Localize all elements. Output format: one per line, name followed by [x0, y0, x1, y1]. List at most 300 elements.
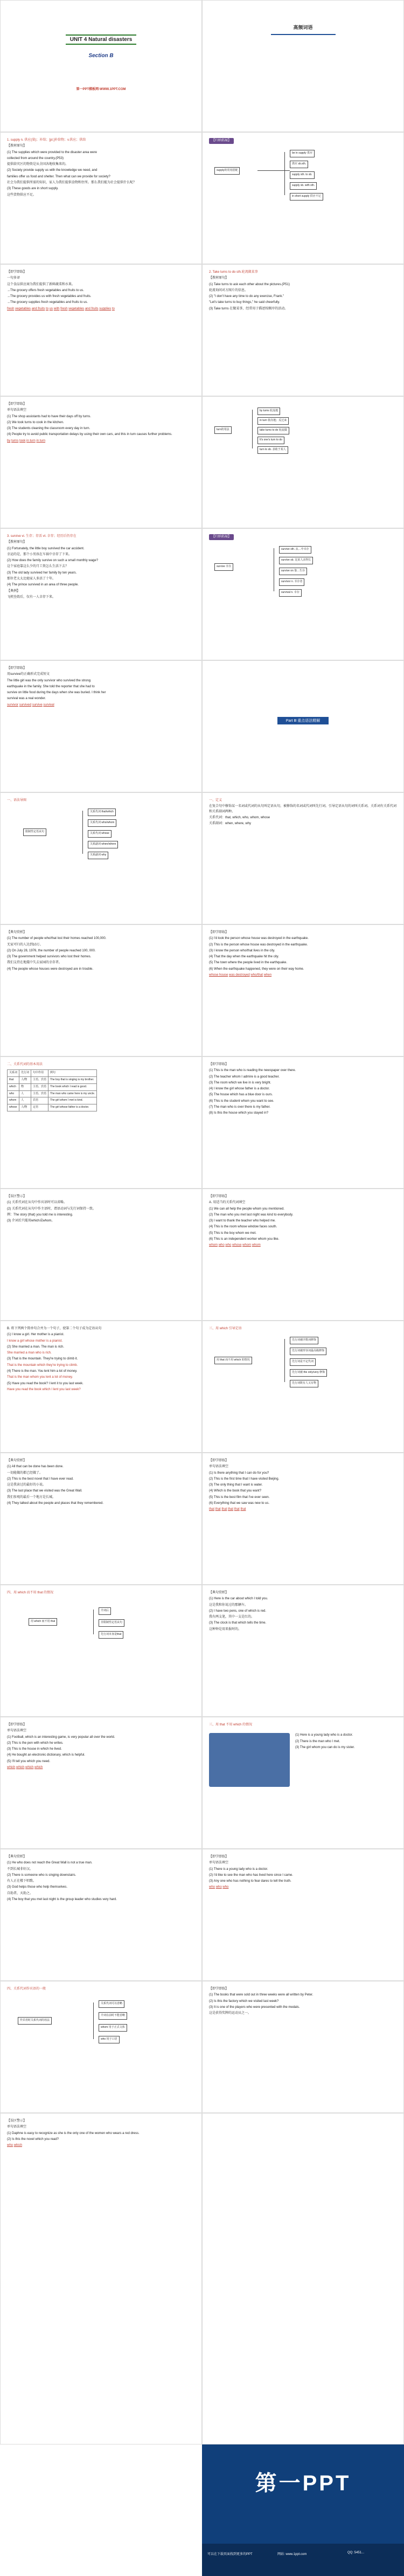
supply-text [1, 133, 201, 204]
answer-line [7, 1765, 195, 1770]
text-line: 在复合句中修饰某一名词或代词的从句叫定语从句，被修饰的名词或代词叫先行词。引导定语从句的词叫关系词。关系词有关系代词和关系副词两种。 [209, 805, 397, 813]
slide-practice-survive [0, 660, 202, 792]
section-tag: 【归纳拓展】 [209, 138, 234, 144]
slide-supply [0, 132, 202, 264]
text-line: (4) There is the man. You lent him a lot of money. [7, 1370, 78, 1373]
text-line: 【误区警示】 [7, 2119, 27, 2123]
slide-that-examples [0, 1453, 202, 1585]
text-line: 1. supply n. 供应(量)；补给；[pl.]补给物；v.供应；供给 [7, 139, 86, 142]
answer-blank: whom [209, 1244, 218, 1247]
text-line: (8) Is this the house which you stayed in? [209, 1111, 269, 1115]
answer-blank: which [34, 1766, 43, 1770]
text-line: 这是我和你说过的那辆车。 [209, 1603, 248, 1607]
table-cell: 物 [19, 1083, 31, 1090]
answer-line [7, 703, 195, 708]
connector-line [93, 2002, 94, 2039]
text-line: (3) The government helped survivors who lost their homes. [7, 955, 92, 959]
text-line: 有人正在楼下唱歌。 [7, 1880, 37, 1883]
table-cell: The book which I read is good. [48, 1083, 97, 1090]
text-line: (1) Take turns to ask each other about the pictures.(P51) [209, 282, 290, 286]
grammar-diagram [7, 804, 195, 864]
answer-blank: which [13, 2144, 23, 2147]
text-line: (1) Is there anything that I can do for you? [209, 1471, 269, 1475]
text-line: 【典句赏析】 [7, 1459, 27, 1462]
text-line: 【教材原句】 [7, 144, 27, 148]
relative-pronoun-table [7, 1069, 97, 1111]
table-cell: 宾语 [31, 1097, 48, 1104]
footer-text: 第一PPT模板网-WWW.1PPT.COM [76, 88, 126, 91]
text-line: (3) These goods are in short supply. [7, 187, 59, 191]
text-line: 单句语法填空 [209, 1465, 229, 1469]
text-line: 一切能做的都已经做了。 [7, 1471, 43, 1475]
text-line: (1) I'd look the person whose house was destroyed in the earthquake. [209, 937, 309, 941]
slide-survive [0, 528, 202, 660]
diagram-box: turn的用法 [214, 426, 232, 434]
heading-underline [271, 34, 336, 35]
text-line: (5) This is the best film that I've ever seen. [209, 1495, 270, 1499]
table-cell: 关系词 [8, 1070, 19, 1077]
text-line: 轮流询问对方图片的信息。 [209, 288, 248, 292]
text-line: 【即学即练】 [209, 1459, 229, 1462]
slide-final-practice [0, 2113, 202, 2444]
diagram-box: supply的常用搭配 [214, 167, 240, 175]
table-row [8, 1083, 97, 1090]
text-line: 【典句赏析】 [7, 1855, 27, 1859]
table-cell: 主语、宾语 [31, 1090, 48, 1097]
text-line: (4) Which is the book that you want? [209, 1489, 262, 1493]
table-cell: who [8, 1090, 19, 1097]
text-line: 3. survive vi. 生存；存活 vt. 幸存；经历后仍存在 [7, 535, 76, 538]
diagram-box: survivor n. 幸存者 [279, 578, 304, 586]
connector-line [93, 1610, 94, 1634]
answer-blank: that [209, 1508, 215, 1511]
text-line: (2) "I don't have any time to do any exercise, Frank." [209, 295, 284, 299]
slide-practice-3 [202, 1189, 404, 1321]
text-line: Have you read the book which I lent you last week? [7, 1387, 81, 1391]
answer-blank: which [25, 1766, 34, 1770]
text-line: (4) He bought an electronic dictionary, which is helpful. [7, 1753, 85, 1757]
text-line: survival was a real wonder. [7, 697, 46, 701]
diagram-box: 先行词被 the only/very 修饰 [290, 1369, 327, 1377]
text-line: collected from around the country.(P53) [7, 156, 64, 160]
text-line: (3) I want to thank the teacher who helped me. [209, 1219, 276, 1223]
text-line: (3) This is the house in which he lived. [7, 1748, 62, 1751]
answer-blank: and fruits [31, 307, 45, 310]
slide-survive-diagram [202, 528, 404, 660]
text-line: 【典句赏析】 [209, 1591, 229, 1594]
slide-turn-diagram [202, 396, 404, 528]
text-line: (3) The room which we live in is very bright. [209, 1081, 271, 1085]
table-cell: The girl whose father is a doctor. [48, 1104, 97, 1111]
slide-warning [0, 1189, 202, 1321]
text-line: The little girl was the only survivor who survived the strong [7, 679, 91, 682]
answer-blank: that [234, 1508, 240, 1511]
text-line: →The grocery offers fresh vegetables and fruits to us. [7, 288, 84, 292]
text-line: (4) I know the girl whose father is a doctor. [209, 1087, 270, 1091]
which-diagram [209, 1332, 397, 1392]
answer-blank: in turn [26, 439, 36, 443]
slide-part3 [202, 660, 404, 792]
table-cell: 先行词 [19, 1070, 31, 1077]
answer-blank: whom [252, 1244, 261, 1247]
text-line: (2) Is this the novel which you read? [7, 2137, 59, 2141]
text-line: 【即学即练】 [7, 403, 27, 406]
diagram-box: 关系副词 why [88, 852, 108, 859]
text-line: 关系副词：when, where, why [209, 822, 252, 826]
text-line: (5) The town where the people lived in the earthquake. [209, 961, 287, 965]
answer-line [209, 1243, 397, 1248]
diagram-box: 用 that 而不用 which 的情况 [214, 1357, 252, 1364]
table-row [8, 1097, 97, 1104]
text-line: (3) The clock is that which tells the time. [209, 1621, 267, 1625]
text-line: (4) The boy that you met last night is the group leader who studies very hard. [7, 1898, 117, 1902]
text-line: "Let's take turns to buy things," he said cheerfully. [209, 301, 280, 305]
slide-which-examples [202, 1585, 404, 1717]
unit-title: UNIT 4 Natural disasters [66, 34, 137, 45]
supply-diagram [209, 146, 397, 205]
answer-blank: turns [11, 439, 19, 443]
table-cell: 句中作用 [31, 1070, 48, 1077]
text-line: (6) This is the student whom you want to see. [209, 1099, 274, 1103]
answer-line [7, 307, 195, 312]
survive-diagram [209, 542, 397, 601]
section-title: 三、用 that 不用 which 的情况 [209, 1723, 253, 1726]
text-line: 无家可归的人达到10万。 [7, 943, 43, 947]
text-line: (2) Is this the factory which we visited last week? [209, 1999, 279, 2003]
answer-blank: was destroyed [229, 973, 250, 977]
text-line: That is the mountain which they're trying to climb. [7, 1363, 78, 1367]
brand-banner [202, 2444, 404, 2576]
which-only-diagram [7, 1597, 195, 1656]
text-line: (3) Take turns 在做某事，经常用于描述按顺序的活动。 [209, 307, 288, 310]
slide-title [0, 0, 202, 132]
text-line: 例：The story (that) you told me is interesting. [7, 1213, 73, 1217]
text-line: (3) Any one who has nothing to fear dares to tell the truth. [209, 1880, 291, 1883]
section-title: 一、语法导图 [7, 799, 27, 802]
text-line: (2) There is someone who is singing downstairs. [7, 1873, 76, 1877]
text-line: (2) The teacher whom I admire is a good teacher. [209, 1075, 280, 1079]
diagram-box: 介词在前时不能省略 [99, 2012, 127, 2020]
table-cell: whom [8, 1097, 19, 1104]
text-line: A. 用适当的关系代词填空 [209, 1201, 246, 1205]
answer-blank: fresh [7, 307, 15, 310]
text-line: 【误区警示】 [7, 1195, 27, 1198]
answer-blank: who [215, 1886, 222, 1889]
slide-object-map [0, 1981, 202, 2113]
text-line: (2) This is the first time that I have visited Beijing. [209, 1477, 280, 1481]
diagram-box: survive on 靠…生存 [279, 568, 307, 575]
answer-blank: by [7, 439, 11, 443]
diagram-box: in turn 依次地；反过来 [257, 417, 289, 425]
answer-blank: whose [232, 1244, 242, 1247]
text-line: (2) This is the pen with which he writes. [7, 1741, 64, 1745]
diagram-box: 先行词既有人又有物 [290, 1380, 318, 1387]
table-cell: 人 [19, 1090, 31, 1097]
slide-supply-diagram [202, 132, 404, 264]
text-line: 单句语法填空 [7, 1729, 27, 1733]
text-line: (4) This is the room whose window faces south. [209, 1225, 277, 1229]
text-line: (3) The girl whom you can do is my sister. [295, 1746, 355, 1750]
diagram-box: turn to sb. 求助于某人 [257, 446, 288, 454]
text-line: 飞机坠毁后，仅有一人幸存下来。 [7, 595, 56, 599]
answer-line [209, 1507, 397, 1512]
text-line: 一句多译 [7, 277, 20, 280]
table-cell: 人/物 [19, 1104, 31, 1111]
diagram-box: supply sb. with sth. [290, 182, 317, 190]
table-row [8, 1070, 97, 1077]
text-line: (7) The man who is over there is my father. [209, 1106, 270, 1109]
text-line: 一、定义 [209, 799, 222, 802]
answer-blank: fresh [60, 307, 68, 310]
text-line: 这些货物供应不足。 [7, 193, 37, 197]
text-line: (4) The prince survived in an area of three people. [7, 583, 79, 587]
section-title: 四、用 which 而不用 that 的情况 [7, 1591, 54, 1594]
text-line: 这是我读过的最好的小说。 [7, 1483, 46, 1487]
slide-practice-turns [0, 396, 202, 528]
text-line: (1) The number of people who/that lost their homes reached 100,000. [7, 937, 107, 941]
text-line: (3) That is the mountain. They're trying to climb it. [7, 1357, 78, 1361]
diagram-box: 关系代词 who/whom [88, 819, 116, 827]
text-line: (2) This is the person whose house was destroyed in the earthquake. [209, 943, 308, 947]
answer-blank: who [225, 1244, 232, 1247]
table-cell: 人 [19, 1097, 31, 1104]
diagram-box: whom 用于正式文体 [99, 2024, 127, 2032]
diagram-box: survive 幸存 [214, 563, 233, 571]
table-row [8, 1090, 97, 1097]
diagram-box: 非限制性定语从句 [99, 1619, 124, 1627]
answer-blank: that [215, 1508, 221, 1511]
answer-blank: when [263, 973, 272, 977]
text-line: (3) The only thing that I want is water. [209, 1483, 263, 1487]
text-line: (5) Have you read the book? I lent it to you last week. [7, 1382, 83, 1385]
text-line: 单句语法填空 [209, 1861, 229, 1865]
high-frequency-words-heading: 高频词语 [293, 25, 313, 30]
answer-line [209, 1885, 397, 1890]
slide-combine [0, 1321, 202, 1453]
banner-strip [202, 2544, 404, 2576]
text-line: 【典例】 [7, 589, 20, 593]
slide-which-map [202, 1321, 404, 1453]
text-line: (2) I'd like to see the man who has lived here since I came. [209, 1873, 293, 1877]
text-line: 我有两支笔，其中一支是红的。 [209, 1615, 255, 1619]
text-line: (2) I have two pens, one of which is red. [209, 1609, 267, 1613]
answer-blank: with [53, 307, 60, 310]
text-line: 我们参观的最后一个地方是长城。 [7, 1495, 56, 1499]
table-row [8, 1077, 97, 1084]
diagram-box: take turns to do 轮流做 [257, 427, 289, 434]
answer-blank: and fruits [85, 307, 99, 310]
text-line: (1) The books that were sold out in three weeks were all written by Peter. [209, 1993, 314, 1997]
text-line: survive on little food during the days when she was buried. I think her [7, 691, 106, 695]
text-line: 【即学即练】 [7, 667, 27, 670]
text-line: I know a girl whose mother is a pianist. [7, 1339, 63, 1343]
answer-blank: that [221, 1508, 227, 1511]
text-line: (1) Fortunately, the little boy survived the car accident. [7, 547, 85, 550]
text-line: (2) She married a man. The man is rich. [7, 1345, 64, 1349]
answer-blank: who [218, 1244, 225, 1247]
text-line: 【即学即练】 [7, 1723, 27, 1726]
text-line: (4) They talked about the people and places that they remembered. [7, 1502, 104, 1505]
text-line: (1) 关系代词在从句中作宾语时可以省略。 [7, 1201, 67, 1205]
table-cell: 主语、宾语 [31, 1077, 48, 1084]
table-cell: 人/物 [19, 1077, 31, 1084]
answer-blank: who [7, 2144, 13, 2147]
answer-blank: whom [242, 1244, 252, 1247]
text-line: earthquake in the family. She told the reporter that she had to [7, 685, 95, 688]
answer-blank: vegetables [68, 307, 85, 310]
text-line: (2) We took turns to cook in the kitchen. [7, 420, 64, 424]
part-banner: Part Ⅲ 重点语法精解 [277, 717, 329, 724]
text-line: (1) Here is a young lady who is a doctor. [295, 1734, 353, 1737]
answer-blank: survivor [7, 703, 19, 707]
slide-practice-2 [202, 1056, 404, 1189]
slide-relative-table [0, 1056, 202, 1189]
text-line: 【典句赏析】 [7, 931, 27, 934]
text-line: (1) Daphne is easy to recognize as she is the only one of the women who wears a red dress. [7, 2131, 140, 2135]
answer-line [7, 439, 195, 444]
text-line: →The grocery provides us with fresh vegetables and fruits. [7, 295, 92, 299]
diagram-box: survival n. 幸存 [279, 589, 302, 597]
slide-grammar-map [0, 792, 202, 924]
slide-take-turns [202, 264, 404, 396]
table-cell: which [8, 1083, 19, 1090]
answer-blank: in turn [36, 439, 46, 443]
slide-practice-who [202, 1849, 404, 1981]
answer-blank: survival [43, 703, 54, 707]
answer-blank: who [222, 1886, 229, 1889]
text-line: (4) That the day when the earthquake hit the city. [209, 955, 279, 959]
connector-line [284, 152, 285, 195]
text-line: (3) The students cleaning the classroom every day in turn. [7, 427, 90, 431]
text-line: 这是获得奖牌的运动员之一。 [209, 2012, 252, 2015]
diagram-box: 供应 sb.sth. [290, 161, 308, 168]
slide-heading [202, 0, 404, 132]
text-line: 【教材原句】 [7, 541, 27, 544]
answer-blank: us [49, 307, 53, 310]
text-line: 【即学即练】 [209, 1195, 229, 1198]
text-line: (1) Football, which is an interesting game, is very popular all over the world. [7, 1735, 115, 1739]
diagram-box: 先行词是不定代词 [290, 1358, 316, 1366]
text-line: She married a man who is rich. [7, 1351, 52, 1355]
text-line: (1) He who does not reach the Great Wall is not a true man. [7, 1861, 93, 1865]
slide-which-only [0, 1585, 202, 1717]
diagram-box: 先行词被形容词最高级修饰 [290, 1348, 326, 1355]
answer-line [209, 973, 397, 978]
text-line: 【即学即练】 [209, 1855, 229, 1859]
text-line: (1) All that can be done has been done. [7, 1465, 64, 1469]
text-line: (1) Here is the car about which I told you. [209, 1597, 268, 1601]
answer-blank: that [240, 1508, 246, 1511]
table-cell: 定语 [31, 1104, 48, 1111]
text-line: (3) I know the person who/that lives in the city. [209, 949, 275, 952]
diagram-box: be in supply 供应 [290, 150, 315, 157]
diagram-box: 作宾语时关系代词的用法 [18, 2017, 52, 2025]
text-line: (3) God helps those who help themselves. [7, 1886, 68, 1889]
section-title: 三、用 which 引导定语 [209, 1327, 242, 1330]
text-line: (2) Society provide supply us with the knowledge we need, and [7, 169, 97, 172]
table-row [8, 1104, 97, 1111]
answer-line [7, 2143, 195, 2148]
connector-line [257, 170, 290, 171]
object-diagram [7, 1993, 195, 2052]
text-line: (5) The house which has a blue door is ours. [209, 1093, 273, 1097]
slide-practice-object [202, 1981, 404, 2113]
slide-examples [0, 924, 202, 1056]
text-line: 这种钟是用来报时的。 [209, 1627, 242, 1631]
table-cell: whose [8, 1104, 19, 1111]
connector-line [82, 811, 83, 854]
table-cell: The boy that is singing is my brother. [48, 1077, 97, 1084]
diagram-box: survive sb. 比某人活得长 [279, 557, 313, 564]
text-line: (3) The old lady survived her family by ten years. [7, 571, 77, 575]
answer-blank: took [19, 439, 26, 443]
text-line: (4) The people whose houses were destroyed are in trouble. [7, 967, 93, 971]
text-line: (2) There is the man who I met. [295, 1739, 340, 1743]
slide-blank [202, 2113, 404, 2444]
diagram-box: 先行词被序数词修饰 [290, 1337, 318, 1344]
text-line: 【即学即练】 [209, 1987, 229, 1991]
text-line: 【即学即练】 [7, 271, 27, 274]
answer-blank: to [112, 307, 115, 310]
answer-blank: which [16, 1766, 25, 1770]
text-line: (2) 关系代词在从句中作主语时，谓语动词与先行词保持一致。 [7, 1207, 96, 1211]
text-line: 自助者，天助之。 [7, 1891, 33, 1895]
text-line: 这个食品供应商为我们提供了新鲜蔬菜和水果。 [7, 282, 75, 286]
text-line: That is the man whom you lent a lot of money. [7, 1376, 73, 1379]
text-line: (5) I'll tell you which you need. [7, 1759, 51, 1763]
text-line: (4) People try to avoid public transportation delays by using their own cars, and this in turn causes further problems. [7, 433, 172, 437]
slide-practice-which [0, 1717, 202, 1849]
illustration-image [209, 1733, 290, 1787]
table-cell: 例句 [48, 1070, 97, 1077]
text-line: (1) I know a girl. Her mother is a pianist. [7, 1333, 65, 1337]
answer-blank: supplies [99, 307, 112, 310]
text-line: B. 将下列两个简单句合并为一个句子，使第二个句子成为定语从句 [7, 1327, 102, 1330]
answer-blank: that [228, 1508, 234, 1511]
text-line: 幸运的是，那个小男孩在车祸中幸存了下来。 [7, 553, 72, 556]
answer-blank: who [209, 1886, 215, 1889]
section-tag: 【归纳拓展】 [209, 534, 234, 540]
text-line: (6) Everything that we saw was new to us. [209, 1502, 270, 1505]
text-line: 2. Take turns to do sth.轮流做某事 [209, 271, 258, 274]
text-line: 单句语法填空 [7, 2125, 27, 2129]
answer-blank: survived [19, 703, 32, 707]
text-line: 社会为我们提供所需的知识，家人为我们提供食物和住所。那么我们能为社会提供什么呢？ [7, 181, 137, 185]
text-line: 这个家庭靠这么少的月工资怎么生活下去？ [7, 565, 69, 569]
connector-line [284, 1339, 285, 1382]
text-line: (6) When the earthquake happened, they were on their way home. [209, 967, 304, 971]
strip-text: 可以在下载页面找到更多的PPT [207, 2553, 253, 2556]
answer-blank: to [46, 307, 49, 310]
diagram-box: supply sth. to sb. [290, 171, 315, 179]
diagram-box: 先行词本身是that [99, 1631, 123, 1639]
text-line: (2) This is the best novel that I have ever read. [7, 1477, 74, 1481]
text-line: (2) The man who you met last night was kind to everybody. [209, 1213, 294, 1217]
answer-blank: whose house [209, 973, 228, 977]
diagram-box: 关系代词 that/which [88, 809, 116, 816]
answer-blank: who/that [250, 973, 263, 977]
section-title: 四、关系代词作宾语的一般 [7, 1987, 46, 1991]
answer-blank: vegetables [15, 307, 31, 310]
strip-text: QQ: 5451... [347, 2551, 365, 2554]
slide-practice-supply [0, 264, 202, 396]
diagram-box: 关系副词 when/where [88, 841, 118, 848]
text-line: 关系代词：that, which, who, whom, whose [209, 816, 270, 819]
slide-practice-that [202, 1453, 404, 1585]
brand-logo: 第一PPT [255, 2471, 351, 2495]
text-line: (6) This is an independent worker whom you like. [209, 1238, 280, 1241]
text-line: 用survive的正确形式完成短文 [7, 673, 50, 676]
